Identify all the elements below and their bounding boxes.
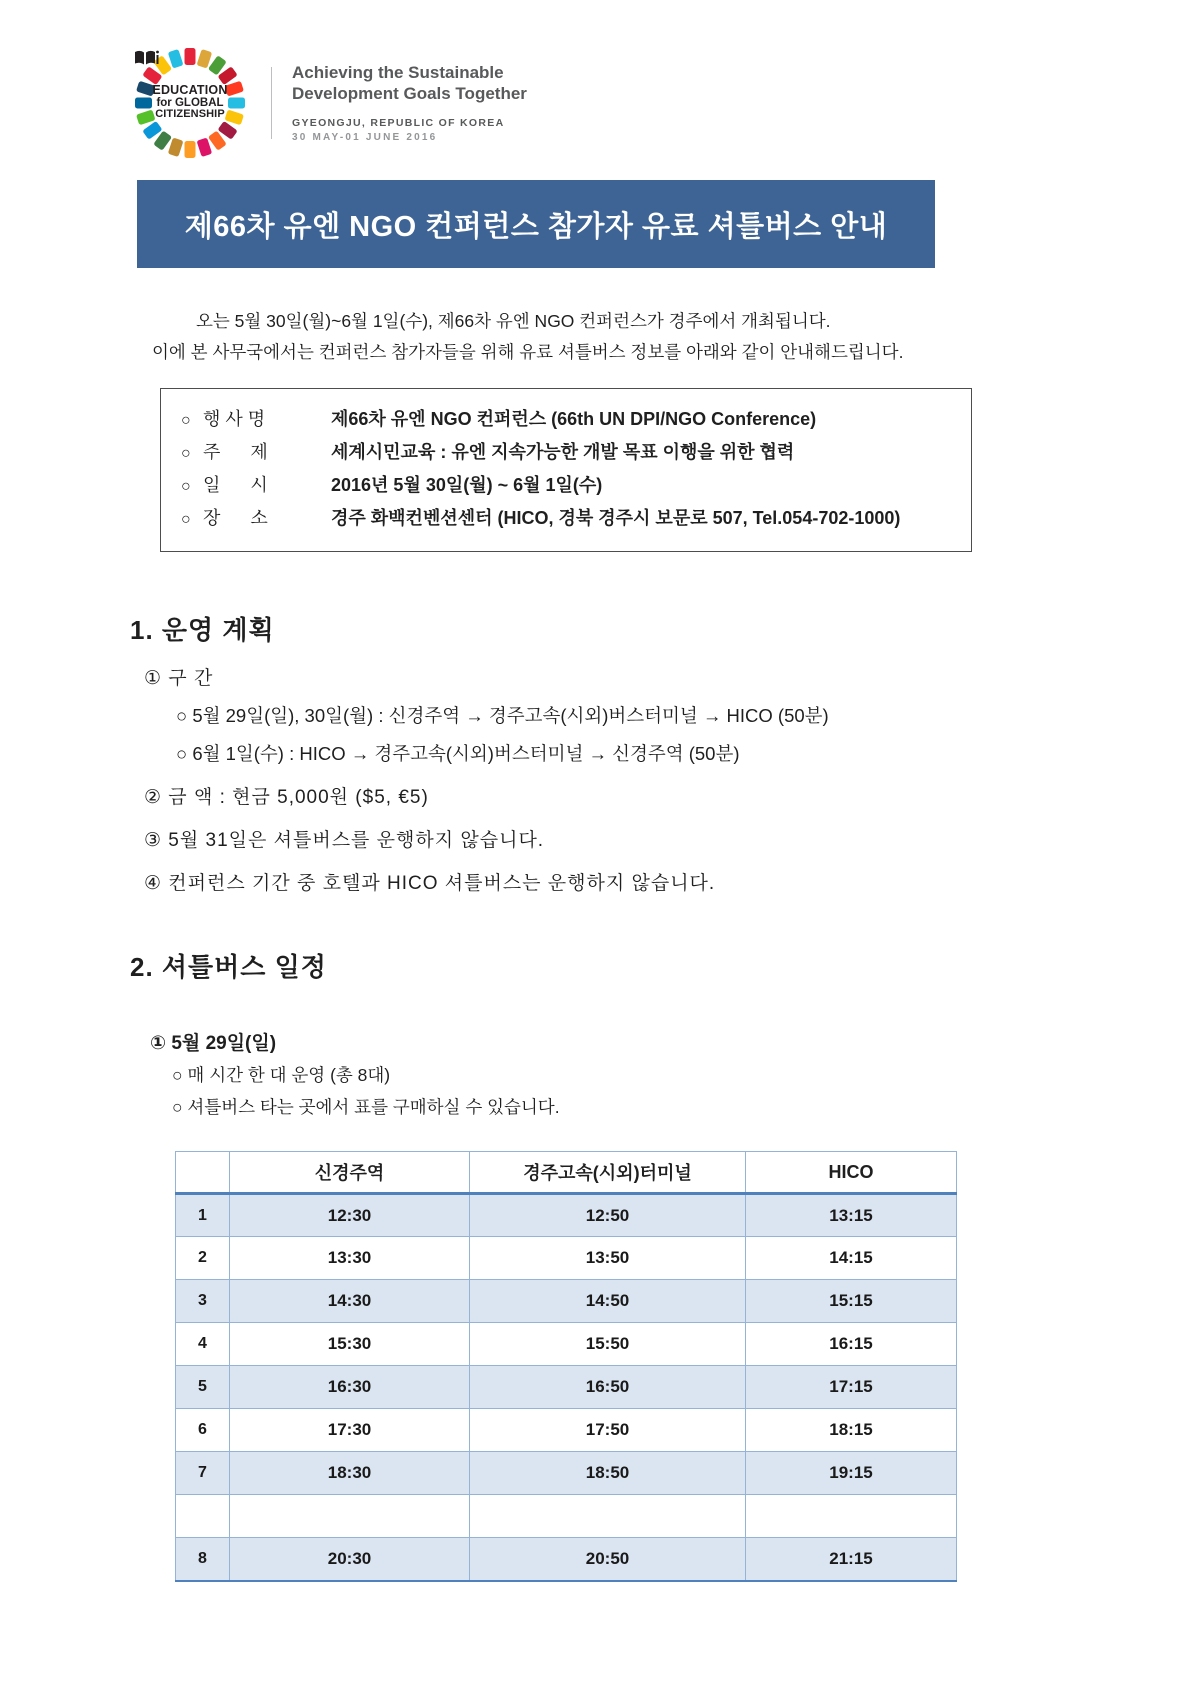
departure-time-cell: 20:30 (230, 1538, 470, 1581)
logo-tagline (292, 62, 527, 144)
info-row-theme (181, 438, 955, 471)
section2-bullet2: ○ 셔틀버스 타는 곳에서 표를 구매하실 수 있습니다. (172, 1097, 560, 1117)
terminal-time-cell: 14:50 (470, 1280, 746, 1323)
section1-heading: 1. 운영 계획 (130, 615, 275, 645)
bus-number-cell: 8 (176, 1538, 230, 1581)
book-icon (133, 49, 159, 66)
logo-divider (271, 67, 272, 139)
arrival-time-cell: 21:15 (746, 1538, 957, 1581)
table-row (176, 1538, 957, 1581)
page-title: 제66차 유엔 NGO 컨퍼런스 참가자 유료 셔틀버스 안내 (184, 210, 888, 243)
departure-time-cell: 17:30 (230, 1409, 470, 1452)
bus-number-cell: 6 (176, 1409, 230, 1452)
section1-route-sub1: ○ 5월 29일(일), 30일(월) : 신경주역 → 경주고속(시외)버스터미널 → HICO (50분) (176, 705, 829, 726)
terminal-time-cell (470, 1495, 746, 1538)
table-row (176, 1323, 957, 1366)
terminal-time-cell: 15:50 (470, 1323, 746, 1366)
bus-number-cell: 5 (176, 1366, 230, 1409)
departure-time-cell: 16:30 (230, 1366, 470, 1409)
bus-number-cell: 4 (176, 1323, 230, 1366)
tagline-line1: Achieving the Sustainable (292, 62, 504, 82)
intro-line2: 이에 본 사무국에서는 컨퍼런스 참가자들을 위해 유료 셔틀버스 정보를 아래와 같이 안내해드립니다. (152, 342, 904, 362)
circle-bullet: ○ (181, 445, 191, 462)
info-value: 2016년 5월 30일(월) ~ 6월 1일(수) (331, 475, 603, 495)
arrival-time-cell (746, 1495, 957, 1538)
intro-line1: 오는 5월 30일(월)~6월 1일(수), 제66차 유엔 NGO 컨퍼런스가 경주에서 개최됩니다. (196, 311, 831, 331)
departure-time-cell (230, 1495, 470, 1538)
circle-bullet: ○ (181, 478, 191, 495)
table-row (176, 1194, 957, 1237)
bus-number-cell: 1 (176, 1194, 230, 1237)
arrival-time-cell: 18:15 (746, 1409, 957, 1452)
event-info-box (160, 388, 972, 552)
info-value: 경주 화백컨벤션센터 (HICO, 경북 경주시 보문로 507, Tel.054-702-1000) (331, 508, 901, 528)
table-row (176, 1409, 957, 1452)
bus-number-cell: 2 (176, 1237, 230, 1280)
section2-subheading: ① 5월 29일(일) (150, 1033, 277, 1054)
info-label: 주 제 (203, 442, 268, 462)
terminal-time-cell: 20:50 (470, 1538, 746, 1581)
sdg-color-wheel-logo (133, 46, 247, 160)
header-logo-row (133, 45, 1200, 160)
arrival-time-cell: 17:15 (746, 1366, 957, 1409)
departure-time-cell: 13:30 (230, 1237, 470, 1280)
logo-text-line2: for GLOBAL (156, 97, 224, 110)
section2-bullet1: ○ 매 시간 한 대 운영 (총 8대) (172, 1065, 391, 1085)
departure-time-cell: 15:30 (230, 1323, 470, 1366)
departure-time-cell: 14:30 (230, 1280, 470, 1323)
section2-heading: 2. 셔틀버스 일정 (130, 952, 327, 982)
departure-time-cell: 12:30 (230, 1194, 470, 1237)
table-row (176, 1237, 957, 1280)
bus-number-cell: 7 (176, 1452, 230, 1495)
section1-item-fare: ② 금 액 : 현금 5,000원 ($5, €5) (144, 787, 429, 808)
circle-bullet: ○ (181, 511, 191, 528)
event-dates: 30 MAY-01 JUNE 2016 (292, 132, 438, 144)
info-value: 제66차 유엔 NGO 컨퍼런스 (66th UN DPI/NGO Conference) (331, 409, 817, 429)
intro-paragraph (152, 306, 974, 368)
info-label: 일 시 (203, 475, 268, 495)
info-row-venue (181, 504, 955, 537)
terminal-time-cell: 16:50 (470, 1366, 746, 1409)
arrival-time-cell: 19:15 (746, 1452, 957, 1495)
tagline-line2: Development Goals Together (292, 84, 527, 103)
header-bus-number (176, 1152, 230, 1194)
table-row (176, 1366, 957, 1409)
header-singyeongju-station: 신경주역 (230, 1152, 470, 1194)
arrival-time-cell: 15:15 (746, 1280, 957, 1323)
logo-text-line1: EDUCATION (152, 83, 228, 98)
table-header-row (176, 1152, 957, 1194)
bus-number-cell: 3 (176, 1280, 230, 1323)
bus-number-cell (176, 1495, 230, 1538)
arrival-time-cell: 16:15 (746, 1323, 957, 1366)
arrival-time-cell: 13:15 (746, 1194, 957, 1237)
shuttle-schedule-table (175, 1151, 957, 1582)
section1-item-route: ① 구 간 (144, 668, 214, 689)
terminal-time-cell: 18:50 (470, 1452, 746, 1495)
info-label: 행 사 명 (203, 409, 266, 429)
departure-time-cell: 18:30 (230, 1452, 470, 1495)
header-express-terminal: 경주고속(시외)터미널 (470, 1152, 746, 1194)
section1-route-sub2: ○ 6월 1일(수) : HICO → 경주고속(시외)버스터미널 → 신경주역 (50분) (176, 743, 740, 764)
table-row (176, 1452, 957, 1495)
info-row-event-name (181, 405, 955, 438)
title-banner (137, 180, 935, 268)
circle-bullet: ○ (181, 412, 191, 429)
terminal-time-cell: 13:50 (470, 1237, 746, 1280)
table-row (176, 1495, 957, 1538)
info-label: 장 소 (203, 508, 268, 528)
terminal-time-cell: 12:50 (470, 1194, 746, 1237)
arrival-time-cell: 14:15 (746, 1237, 957, 1280)
info-value: 세계시민교육 : 유엔 지속가능한 개발 목표 이행을 위한 협력 (331, 442, 795, 462)
logo-text-line3: CITIZENSHIP (155, 108, 225, 121)
section1-item-no-service: ③ 5월 31일은 셔틀버스를 운행하지 않습니다. (144, 830, 545, 851)
logo-text-block (133, 46, 247, 160)
header-hico: HICO (746, 1152, 957, 1194)
terminal-time-cell: 17:50 (470, 1409, 746, 1452)
section1-item-hotel-note: ④ 컨퍼런스 기간 중 호텔과 HICO 셔틀버스는 운행하지 않습니다. (144, 873, 716, 894)
info-row-date (181, 471, 955, 504)
event-location: GYEONGJU, REPUBLIC OF KOREA (292, 117, 505, 130)
table-row (176, 1280, 957, 1323)
